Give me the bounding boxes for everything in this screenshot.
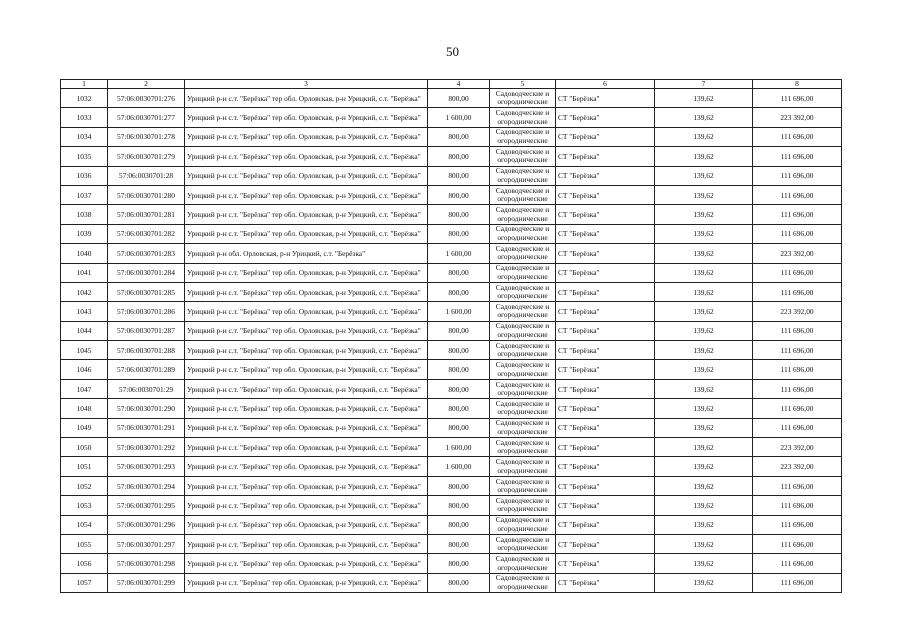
- table-body: [61, 89, 842, 593]
- area-cell: 800,00: [428, 573, 490, 592]
- unit-price-cell: 139,62: [655, 496, 753, 515]
- cadastral-number-cell: 57:06:0030701:281: [108, 205, 185, 224]
- unit-price-cell: 139,62: [655, 89, 753, 108]
- owner-cell: СТ "Берёзка": [556, 282, 655, 301]
- permitted-use-cell: Садоводческие и огороднические: [490, 341, 556, 360]
- owner-cell: СТ "Берёзка": [556, 476, 655, 495]
- row-number-cell: 1056: [61, 554, 108, 573]
- cadastral-number-cell: 57:06:0030701:288: [108, 341, 185, 360]
- table-row: [61, 263, 842, 282]
- address-cell: Урицкий р-н с.т. "Берёзка" тер обл. Орловская, р-н Урицкий, с.т. "Берёзка": [185, 418, 428, 437]
- cadastral-number-cell: 57:06:0030701:296: [108, 515, 185, 534]
- owner-cell: СТ "Берёзка": [556, 573, 655, 592]
- cadastral-number-cell: 57:06:0030701:28: [108, 166, 185, 185]
- owner-cell: СТ "Берёзка": [556, 341, 655, 360]
- table-row: [61, 476, 842, 495]
- permitted-use-cell: Садоводческие и огороднические: [490, 282, 556, 301]
- table-row: [61, 185, 842, 204]
- cadastral-value-cell: 111 696,00: [753, 185, 842, 204]
- cadastral-value-cell: 111 696,00: [753, 224, 842, 243]
- address-cell: Урицкий р-н с.т. "Берёзка" тер обл. Орловская, р-н Урицкий, с.т. "Берёзка": [185, 496, 428, 515]
- cadastral-value-cell: 111 696,00: [753, 379, 842, 398]
- table-row: [61, 554, 842, 573]
- column-number-row: [61, 80, 842, 89]
- area-cell: 1 600,00: [428, 108, 490, 127]
- area-cell: 800,00: [428, 476, 490, 495]
- area-cell: 800,00: [428, 147, 490, 166]
- owner-cell: СТ "Берёзка": [556, 224, 655, 243]
- cadastral-number-cell: 57:06:0030701:295: [108, 496, 185, 515]
- area-cell: 800,00: [428, 263, 490, 282]
- owner-cell: СТ "Берёзка": [556, 205, 655, 224]
- permitted-use-cell: Садоводческие и огороднические: [490, 147, 556, 166]
- cadastral-number-cell: 57:06:0030701:294: [108, 476, 185, 495]
- address-cell: Урицкий р-н с.т. "Берёзка" тер обл. Орловская, р-н Урицкий, с.т. "Берёзка": [185, 263, 428, 282]
- area-cell: 800,00: [428, 360, 490, 379]
- unit-price-cell: 139,62: [655, 418, 753, 437]
- table-row: [61, 108, 842, 127]
- cadastral-number-cell: 57:06:0030701:286: [108, 302, 185, 321]
- address-cell: Урицкий р-н с.т. "Берёзка" тер обл. Орловская, р-н Урицкий, с.т. "Берёзка": [185, 185, 428, 204]
- cadastral-number-cell: 57:06:0030701:287: [108, 321, 185, 340]
- row-number-cell: 1040: [61, 244, 108, 263]
- owner-cell: СТ "Берёзка": [556, 438, 655, 457]
- area-cell: 800,00: [428, 496, 490, 515]
- address-cell: Урицкий р-н обл. Орловская, р-н Урицкий, с.т. "Берёзка": [185, 244, 428, 263]
- unit-price-cell: 139,62: [655, 360, 753, 379]
- permitted-use-cell: Садоводческие и огороднические: [490, 244, 556, 263]
- permitted-use-cell: Садоводческие и огороднические: [490, 127, 556, 146]
- cadastral-number-cell: 57:06:0030701:283: [108, 244, 185, 263]
- unit-price-cell: 139,62: [655, 341, 753, 360]
- area-cell: 800,00: [428, 399, 490, 418]
- cadastral-number-cell: 57:06:0030701:293: [108, 457, 185, 476]
- area-cell: 800,00: [428, 515, 490, 534]
- owner-cell: СТ "Берёзка": [556, 166, 655, 185]
- row-number-cell: 1046: [61, 360, 108, 379]
- row-number-cell: 1047: [61, 379, 108, 398]
- area-cell: 1 600,00: [428, 244, 490, 263]
- address-cell: Урицкий р-н с.т. "Берёзка" тер обл. Орловская, р-н Урицкий, с.т. "Берёзка": [185, 282, 428, 301]
- cadastral-value-cell: 223 392,00: [753, 457, 842, 476]
- cadastral-value-cell: 111 696,00: [753, 534, 842, 553]
- cadastral-value-cell: 111 696,00: [753, 89, 842, 108]
- owner-cell: СТ "Берёзка": [556, 496, 655, 515]
- owner-cell: СТ "Берёзка": [556, 263, 655, 282]
- table-row: [61, 166, 842, 185]
- address-cell: Урицкий р-н с.т. "Берёзка" тер обл. Орловская, р-н Урицкий, с.т. "Берёзка": [185, 438, 428, 457]
- owner-cell: СТ "Берёзка": [556, 185, 655, 204]
- table-row: [61, 89, 842, 108]
- area-cell: 1 600,00: [428, 457, 490, 476]
- cadastral-value-cell: 111 696,00: [753, 341, 842, 360]
- permitted-use-cell: Садоводческие и огороднические: [490, 438, 556, 457]
- page-number: 50: [446, 44, 459, 59]
- permitted-use-cell: Садоводческие и огороднические: [490, 321, 556, 340]
- area-cell: 800,00: [428, 205, 490, 224]
- table-row: [61, 534, 842, 553]
- column-number: 8: [753, 80, 842, 89]
- cadastral-value-cell: 111 696,00: [753, 418, 842, 437]
- cadastral-number-cell: 57:06:0030701:289: [108, 360, 185, 379]
- address-cell: Урицкий р-н с.т. "Берёзка" тер обл. Орловская, р-н Урицкий, с.т. "Берёзка": [185, 573, 428, 592]
- permitted-use-cell: Садоводческие и огороднические: [490, 185, 556, 204]
- area-cell: 800,00: [428, 89, 490, 108]
- area-cell: 800,00: [428, 321, 490, 340]
- row-number-cell: 1039: [61, 224, 108, 243]
- unit-price-cell: 139,62: [655, 457, 753, 476]
- row-number-cell: 1054: [61, 515, 108, 534]
- cadastral-value-cell: 111 696,00: [753, 321, 842, 340]
- unit-price-cell: 139,62: [655, 224, 753, 243]
- table-row: [61, 341, 842, 360]
- table-row: [61, 127, 842, 146]
- table-row: [61, 224, 842, 243]
- table-row: [61, 418, 842, 437]
- unit-price-cell: 139,62: [655, 185, 753, 204]
- unit-price-cell: 139,62: [655, 244, 753, 263]
- unit-price-cell: 139,62: [655, 515, 753, 534]
- owner-cell: СТ "Берёзка": [556, 302, 655, 321]
- cadastral-value-cell: 111 696,00: [753, 476, 842, 495]
- owner-cell: СТ "Берёзка": [556, 321, 655, 340]
- area-cell: 1 600,00: [428, 438, 490, 457]
- owner-cell: СТ "Берёзка": [556, 399, 655, 418]
- cadastral-number-cell: 57:06:0030701:290: [108, 399, 185, 418]
- column-number: 2: [108, 80, 185, 89]
- address-cell: Урицкий р-н с.т. "Берёзка" тер обл. Орловская, р-н Урицкий, с.т. "Берёзка": [185, 457, 428, 476]
- address-cell: Урицкий р-н с.т. "Берёзка" тер обл. Орловская, р-н Урицкий, с.т. "Берёзка": [185, 224, 428, 243]
- address-cell: Урицкий р-н с.т. "Берёзка" тер обл. Орловская, р-н Урицкий, с.т. "Берёзка": [185, 534, 428, 553]
- unit-price-cell: 139,62: [655, 263, 753, 282]
- row-number-cell: 1048: [61, 399, 108, 418]
- table-row: [61, 282, 842, 301]
- row-number-cell: 1033: [61, 108, 108, 127]
- permitted-use-cell: Садоводческие и огороднические: [490, 360, 556, 379]
- row-number-cell: 1038: [61, 205, 108, 224]
- cadastral-number-cell: 57:06:0030701:278: [108, 127, 185, 146]
- address-cell: Урицкий р-н с.т. "Берёзка" тер обл. Орловская, р-н Урицкий, с.т. "Берёзка": [185, 127, 428, 146]
- unit-price-cell: 139,62: [655, 302, 753, 321]
- permitted-use-cell: Садоводческие и огороднические: [490, 476, 556, 495]
- cadastral-number-cell: 57:06:0030701:291: [108, 418, 185, 437]
- address-cell: Урицкий р-н с.т. "Берёзка" тер обл. Орловская, р-н Урицкий, с.т. "Берёзка": [185, 108, 428, 127]
- permitted-use-cell: Садоводческие и огороднические: [490, 573, 556, 592]
- area-cell: 800,00: [428, 224, 490, 243]
- cadastral-value-cell: 111 696,00: [753, 282, 842, 301]
- permitted-use-cell: Садоводческие и огороднические: [490, 379, 556, 398]
- cadastral-value-cell: 111 696,00: [753, 515, 842, 534]
- area-cell: 800,00: [428, 418, 490, 437]
- permitted-use-cell: Садоводческие и огороднические: [490, 166, 556, 185]
- row-number-cell: 1044: [61, 321, 108, 340]
- table-row: [61, 438, 842, 457]
- cadastral-value-cell: 111 696,00: [753, 147, 842, 166]
- row-number-cell: 1035: [61, 147, 108, 166]
- unit-price-cell: 139,62: [655, 108, 753, 127]
- table-row: [61, 302, 842, 321]
- column-number: 7: [655, 80, 753, 89]
- row-number-cell: 1053: [61, 496, 108, 515]
- column-number: 6: [556, 80, 655, 89]
- area-cell: 1 600,00: [428, 302, 490, 321]
- area-cell: 800,00: [428, 379, 490, 398]
- unit-price-cell: 139,62: [655, 282, 753, 301]
- row-number-cell: 1049: [61, 418, 108, 437]
- column-number: 5: [490, 80, 556, 89]
- table-row: [61, 496, 842, 515]
- permitted-use-cell: Садоводческие и огороднические: [490, 554, 556, 573]
- table-row: [61, 244, 842, 263]
- area-cell: 800,00: [428, 127, 490, 146]
- area-cell: 800,00: [428, 185, 490, 204]
- address-cell: Урицкий р-н с.т. "Берёзка" тер обл. Орловская, р-н Урицкий, с.т. "Берёзка": [185, 166, 428, 185]
- address-cell: Урицкий р-н с.т. "Берёзка" тер обл. Орловская, р-н Урицкий, с.т. "Берёзка": [185, 147, 428, 166]
- table-row: [61, 205, 842, 224]
- address-cell: Урицкий р-н с.т. "Берёзка" тер обл. Орловская, р-н Урицкий, с.т. "Берёзка": [185, 399, 428, 418]
- row-number-cell: 1055: [61, 534, 108, 553]
- table-row: [61, 457, 842, 476]
- permitted-use-cell: Садоводческие и огороднические: [490, 205, 556, 224]
- cadastral-number-cell: 57:06:0030701:29: [108, 379, 185, 398]
- owner-cell: СТ "Берёзка": [556, 360, 655, 379]
- area-cell: 800,00: [428, 534, 490, 553]
- owner-cell: СТ "Берёзка": [556, 515, 655, 534]
- table-row: [61, 147, 842, 166]
- row-number-cell: 1050: [61, 438, 108, 457]
- address-cell: Урицкий р-н с.т. "Берёзка" тер обл. Орловская, р-н Урицкий, с.т. "Берёзка": [185, 302, 428, 321]
- table-row: [61, 399, 842, 418]
- permitted-use-cell: Садоводческие и огороднические: [490, 418, 556, 437]
- permitted-use-cell: Садоводческие и огороднические: [490, 457, 556, 476]
- area-cell: 800,00: [428, 166, 490, 185]
- cadastral-number-cell: 57:06:0030701:285: [108, 282, 185, 301]
- unit-price-cell: 139,62: [655, 321, 753, 340]
- row-number-cell: 1041: [61, 263, 108, 282]
- unit-price-cell: 139,62: [655, 399, 753, 418]
- unit-price-cell: 139,62: [655, 166, 753, 185]
- owner-cell: СТ "Берёзка": [556, 418, 655, 437]
- cadastral-value-cell: 111 696,00: [753, 166, 842, 185]
- cadastral-number-cell: 57:06:0030701:277: [108, 108, 185, 127]
- permitted-use-cell: Садоводческие и огороднические: [490, 302, 556, 321]
- cadastral-number-cell: 57:06:0030701:284: [108, 263, 185, 282]
- unit-price-cell: 139,62: [655, 476, 753, 495]
- cadastral-number-cell: 57:06:0030701:282: [108, 224, 185, 243]
- column-number: 3: [185, 80, 428, 89]
- area-cell: 800,00: [428, 554, 490, 573]
- cadastral-number-cell: 57:06:0030701:292: [108, 438, 185, 457]
- cadastral-value-cell: 111 696,00: [753, 263, 842, 282]
- row-number-cell: 1034: [61, 127, 108, 146]
- unit-price-cell: 139,62: [655, 205, 753, 224]
- area-cell: 800,00: [428, 341, 490, 360]
- cadastral-value-cell: 111 696,00: [753, 360, 842, 379]
- table-row: [61, 379, 842, 398]
- cadastral-value-cell: 111 696,00: [753, 399, 842, 418]
- column-number: 1: [61, 80, 108, 89]
- unit-price-cell: 139,62: [655, 534, 753, 553]
- cadastral-number-cell: 57:06:0030701:299: [108, 573, 185, 592]
- owner-cell: СТ "Берёзка": [556, 457, 655, 476]
- owner-cell: СТ "Берёзка": [556, 89, 655, 108]
- owner-cell: СТ "Берёзка": [556, 379, 655, 398]
- cadastral-value-cell: 111 696,00: [753, 573, 842, 592]
- owner-cell: СТ "Берёзка": [556, 147, 655, 166]
- cadastral-number-cell: 57:06:0030701:298: [108, 554, 185, 573]
- permitted-use-cell: Садоводческие и огороднические: [490, 496, 556, 515]
- owner-cell: СТ "Берёзка": [556, 534, 655, 553]
- area-cell: 800,00: [428, 282, 490, 301]
- owner-cell: СТ "Берёзка": [556, 244, 655, 263]
- permitted-use-cell: Садоводческие и огороднические: [490, 89, 556, 108]
- cadastral-value-cell: 111 696,00: [753, 554, 842, 573]
- row-number-cell: 1045: [61, 341, 108, 360]
- unit-price-cell: 139,62: [655, 554, 753, 573]
- cadastral-value-cell: 223 392,00: [753, 302, 842, 321]
- table-row: [61, 515, 842, 534]
- address-cell: Урицкий р-н с.т. "Берёзка" тер обл. Орловская, р-н Урицкий, с.т. "Берёзка": [185, 515, 428, 534]
- permitted-use-cell: Садоводческие и огороднические: [490, 399, 556, 418]
- cadastral-value-cell: 111 696,00: [753, 127, 842, 146]
- address-cell: Урицкий р-н с.т. "Берёзка" тер обл. Орловская, р-н Урицкий, с.т. "Берёзка": [185, 554, 428, 573]
- owner-cell: СТ "Берёзка": [556, 554, 655, 573]
- address-cell: Урицкий р-н с.т. "Берёзка" тер обл. Орловская, р-н Урицкий, с.т. "Берёзка": [185, 205, 428, 224]
- owner-cell: СТ "Берёзка": [556, 108, 655, 127]
- permitted-use-cell: Садоводческие и огороднические: [490, 224, 556, 243]
- cadastral-number-cell: 57:06:0030701:280: [108, 185, 185, 204]
- row-number-cell: 1032: [61, 89, 108, 108]
- cadastral-value-cell: 111 696,00: [753, 496, 842, 515]
- table-row: [61, 321, 842, 340]
- address-cell: Урицкий р-н с.т. "Берёзка" тер обл. Орловская, р-н Урицкий, с.т. "Берёзка": [185, 379, 428, 398]
- address-cell: Урицкий р-н с.т. "Берёзка" тер обл. Орловская, р-н Урицкий, с.т. "Берёзка": [185, 89, 428, 108]
- row-number-cell: 1057: [61, 573, 108, 592]
- cadastral-number-cell: 57:06:0030701:279: [108, 147, 185, 166]
- unit-price-cell: 139,62: [655, 438, 753, 457]
- unit-price-cell: 139,62: [655, 379, 753, 398]
- land-plots-table: [60, 79, 842, 593]
- address-cell: Урицкий р-н с.т. "Берёзка" тер обл. Орловская, р-н Урицкий, с.т. "Берёзка": [185, 476, 428, 495]
- permitted-use-cell: Садоводческие и огороднические: [490, 108, 556, 127]
- permitted-use-cell: Садоводческие и огороднические: [490, 534, 556, 553]
- address-cell: Урицкий р-н с.т. "Берёзка" тер обл. Орловская, р-н Урицкий, с.т. "Берёзка": [185, 321, 428, 340]
- cadastral-value-cell: 223 392,00: [753, 108, 842, 127]
- owner-cell: СТ "Берёзка": [556, 127, 655, 146]
- column-number: 4: [428, 80, 490, 89]
- cadastral-value-cell: 111 696,00: [753, 205, 842, 224]
- row-number-cell: 1043: [61, 302, 108, 321]
- address-cell: Урицкий р-н с.т. "Берёзка" тер обл. Орловская, р-н Урицкий, с.т. "Берёзка": [185, 341, 428, 360]
- cadastral-number-cell: 57:06:0030701:297: [108, 534, 185, 553]
- row-number-cell: 1051: [61, 457, 108, 476]
- address-cell: Урицкий р-н с.т. "Берёзка" тер обл. Орловская, р-н Урицкий, с.т. "Берёзка": [185, 360, 428, 379]
- permitted-use-cell: Садоводческие и огороднические: [490, 263, 556, 282]
- table-row: [61, 573, 842, 592]
- row-number-cell: 1052: [61, 476, 108, 495]
- cadastral-number-cell: 57:06:0030701:276: [108, 89, 185, 108]
- unit-price-cell: 139,62: [655, 147, 753, 166]
- row-number-cell: 1036: [61, 166, 108, 185]
- row-number-cell: 1037: [61, 185, 108, 204]
- cadastral-value-cell: 223 392,00: [753, 244, 842, 263]
- unit-price-cell: 139,62: [655, 127, 753, 146]
- unit-price-cell: 139,62: [655, 573, 753, 592]
- table-row: [61, 360, 842, 379]
- row-number-cell: 1042: [61, 282, 108, 301]
- cadastral-value-cell: 223 392,00: [753, 438, 842, 457]
- permitted-use-cell: Садоводческие и огороднические: [490, 515, 556, 534]
